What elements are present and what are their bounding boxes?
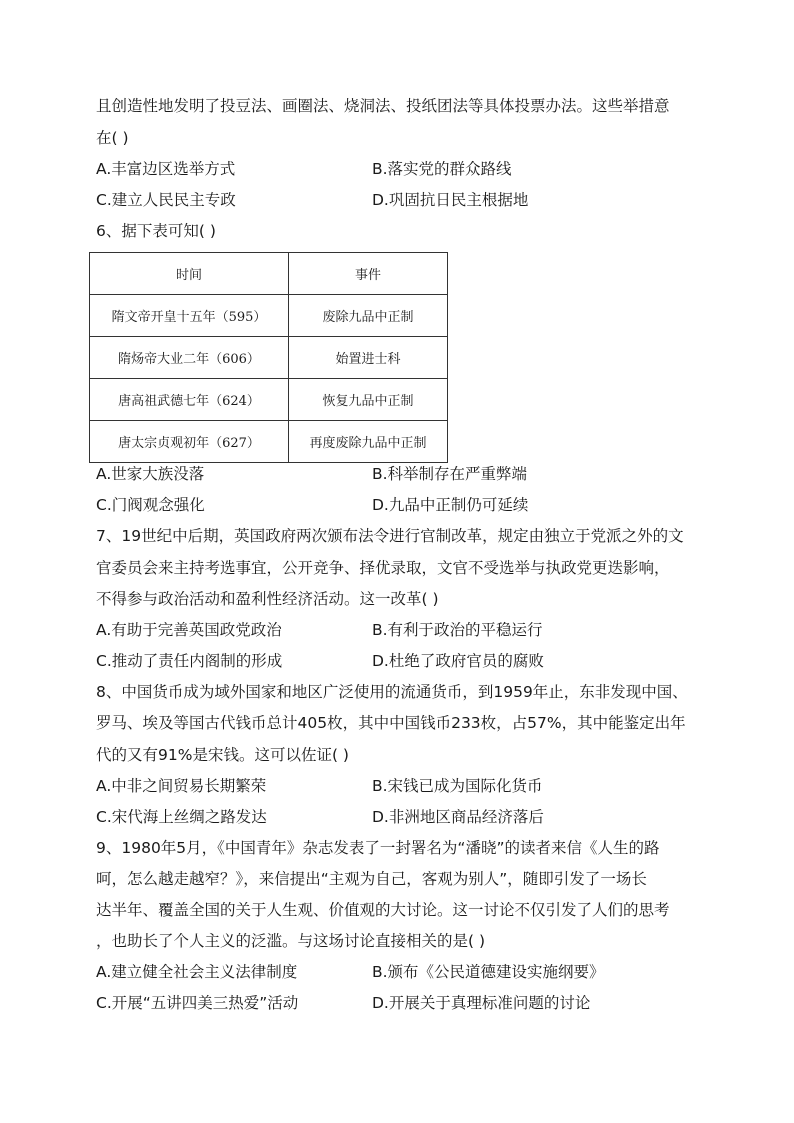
table-row	[90, 295, 448, 337]
table-cell-event: 始置进士科	[289, 337, 448, 379]
q7-stem-line-3: 不得参与政治活动和盈利性经济活动。这一改革( )	[96, 590, 439, 608]
table-row	[90, 337, 448, 379]
q6-option-a[interactable]: A.世家大族没落	[96, 465, 205, 483]
q8-option-b[interactable]: B.宋钱已成为国际化货币	[372, 777, 543, 795]
q8-stem-line-3: 代的又有91%是宋钱。这可以佐证( )	[96, 746, 349, 764]
q8-stem-line-2: 罗马、埃及等国古代钱币总计405枚，其中中国钱币233枚，占57%，其中能鉴定出年	[96, 714, 686, 732]
table-row	[90, 421, 448, 463]
q6-events-table	[89, 252, 448, 463]
q6-option-c[interactable]: C.门阀观念强化	[96, 496, 205, 514]
q9-stem-line-4: ，也助长了个人主义的泛滥。与这场讨论直接相关的是( )	[96, 932, 486, 950]
q8-option-c[interactable]: C.宋代海上丝绸之路发达	[96, 808, 267, 826]
table-header-time: 时间	[90, 253, 289, 295]
q6-option-b[interactable]: B.科举制存在严重弊端	[372, 465, 528, 483]
q9-option-b[interactable]: B.颁布《公民道德建设实施纲要》	[372, 963, 605, 981]
q5-option-a[interactable]: A.丰富边区选举方式	[96, 160, 236, 178]
table-cell-event: 恢复九品中正制	[289, 379, 448, 421]
q7-option-c[interactable]: C.推动了责任内阁制的形成	[96, 652, 283, 670]
q7-option-b[interactable]: B.有利于政治的平稳运行	[372, 621, 543, 639]
q8-stem-line-1: 8、中国货币成为域外国家和地区广泛使用的流通货币，到1959年止，东非发现中国、	[96, 683, 688, 701]
table-cell-event: 废除九品中正制	[289, 295, 448, 337]
q7-stem-line-1: 7、19世纪中后期，英国政府两次颁布法令进行官制改革，规定由独立于党派之外的文	[96, 527, 684, 545]
q5-option-c[interactable]: C.建立人民民主专政	[96, 191, 236, 209]
q9-stem-line-3: 达半年、覆盖全国的关于人生观、价值观的大讨论。这一讨论不仅引发了人们的思考	[96, 901, 670, 919]
table-header-event: 事件	[289, 253, 448, 295]
q5-option-d[interactable]: D.巩固抗日民主根据地	[372, 191, 529, 209]
q7-option-d[interactable]: D.杜绝了政府官员的腐败	[372, 652, 544, 670]
table-cell-time: 唐太宗贞观初年（627）	[90, 421, 289, 463]
table-cell-time: 唐高祖武德七年（624）	[90, 379, 289, 421]
table-cell-event: 再度废除九品中正制	[289, 421, 448, 463]
table-cell-time: 隋文帝开皇十五年（595）	[90, 295, 289, 337]
table-row	[90, 379, 448, 421]
q5-stem-line-1: 且创造性地发明了投豆法、画圈法、烧洞法、投纸团法等具体投票办法。这些举措意	[96, 97, 670, 115]
q5-option-b[interactable]: B.落实党的群众路线	[372, 160, 512, 178]
q6-option-d[interactable]: D.九品中正制仍可延续	[372, 496, 529, 514]
q9-option-a[interactable]: A.建立健全社会主义法律制度	[96, 963, 298, 981]
q9-stem-line-2: 呵，怎么越走越窄？》，来信提出“主观为自己，客观为别人”，随即引发了一场长	[96, 870, 647, 888]
q6-stem: 6、据下表可知( )	[96, 222, 216, 240]
q9-option-d[interactable]: D.开展关于真理标准问题的讨论	[372, 994, 591, 1012]
table-cell-time: 隋炀帝大业二年（606）	[90, 337, 289, 379]
q8-option-d[interactable]: D.非洲地区商品经济落后	[372, 808, 544, 826]
table-header-row	[90, 253, 448, 295]
q7-option-a[interactable]: A.有助于完善英国政党政治	[96, 621, 282, 639]
q7-stem-line-2: 官委员会来主持考选事宜，公开竞争、择优录取，文官不受选举与执政党更迭影响，	[96, 559, 670, 577]
q8-option-a[interactable]: A.中非之间贸易长期繁荣	[96, 777, 267, 795]
q5-stem-line-2: 在( )	[96, 129, 129, 147]
q9-stem-line-1: 9、1980年5月，《中国青年》杂志发表了一封署名为“潘晓”的读者来信《人生的路	[96, 839, 660, 857]
q9-option-c[interactable]: C.开展“五讲四美三热爱”活动	[96, 994, 299, 1012]
